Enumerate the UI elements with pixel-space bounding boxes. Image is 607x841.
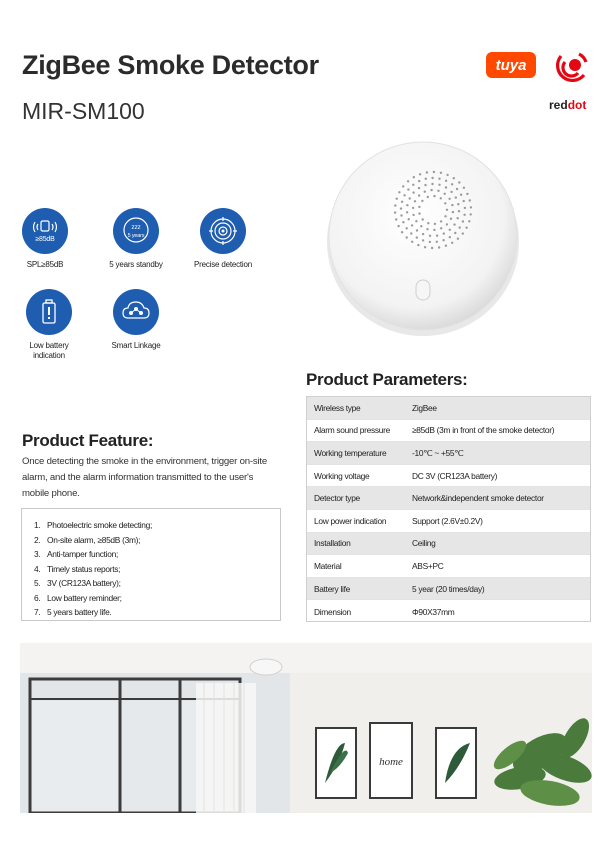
table-row: Dimension Φ90X37mm [314, 606, 455, 617]
smart-linkage-icon [113, 289, 159, 335]
feature-low-battery [4, 289, 94, 361]
list-item: 4. Timely status reports; [34, 563, 121, 574]
page-title: ZigBee Smoke Detector [22, 50, 319, 80]
feature-label: Low battery indication [29, 341, 69, 360]
feature-smart-linkage [91, 289, 181, 351]
feature-label: 5 years standby [109, 260, 163, 269]
svg-text:zzz: zzz [131, 224, 141, 231]
list-item: 7. 5 years battery life. [34, 607, 112, 617]
precise-detection-icon [200, 208, 246, 254]
feature-label: Smart Linkage [111, 341, 161, 350]
list-item: 2. On-site alarm, ≥85dB (3m); [34, 534, 141, 545]
alarm-85db-icon [22, 208, 68, 254]
model-number: MIR-SM100 [22, 98, 145, 124]
table-row: Working voltage DC 3V (CR123A battery) [307, 465, 590, 488]
tuya-logo: tuya [486, 52, 536, 78]
room-scene-image [20, 643, 592, 813]
feature-label: Precise detection [194, 260, 252, 269]
list-item: 6. Low battery reminder; [34, 592, 122, 603]
table-row: Wireless type ZigBee [307, 397, 590, 420]
feature-description: Once detecting the smoke in the environment, trigger on-site alarm, and the alarm information transmitted to the user's mobile phone. [22, 456, 268, 499]
table-row: Battery life 5 year (20 times/day) [307, 578, 590, 601]
table-row: Low power indication Support (2.6V±0.2V) [307, 510, 590, 533]
feature-standby [91, 208, 181, 270]
svg-text:5 years: 5 years [127, 233, 145, 239]
list-item: 1. Photoelectric smoke detecting; [34, 520, 153, 530]
smoke-detector-image [323, 138, 523, 338]
table-row: Installation Ceiling [307, 533, 590, 556]
reddot-logo-icon [551, 50, 589, 96]
feature-label: SPL≥85dB [26, 260, 64, 269]
reddot-wordmark: reddot [549, 98, 587, 112]
standby-5years-icon [113, 208, 159, 254]
parameters-heading: Product Parameters: [306, 370, 468, 389]
feature-heading: Product Feature: [22, 431, 154, 450]
svg-text:≥85dB: ≥85dB [35, 236, 55, 243]
low-battery-icon [26, 289, 72, 335]
svg-text:home: home [379, 756, 403, 768]
feature-precise-detection [178, 208, 268, 270]
list-item: 3. Anti-tamper function; [34, 549, 118, 559]
list-item: 5. 3V (CR123A battery); [34, 578, 121, 588]
feature-spl [0, 208, 90, 270]
parameters-table [306, 396, 591, 622]
table-row: Material ABS+PC [307, 555, 590, 578]
table-row: Detector type Network&independent smoke detector [307, 487, 590, 510]
table-row: Alarm sound pressure ≥85dB (3m in front of the smoke detector) [307, 420, 590, 443]
table-row: Working temperature -10℃ ~ +55℃ [307, 442, 590, 465]
feature-list [21, 508, 281, 621]
